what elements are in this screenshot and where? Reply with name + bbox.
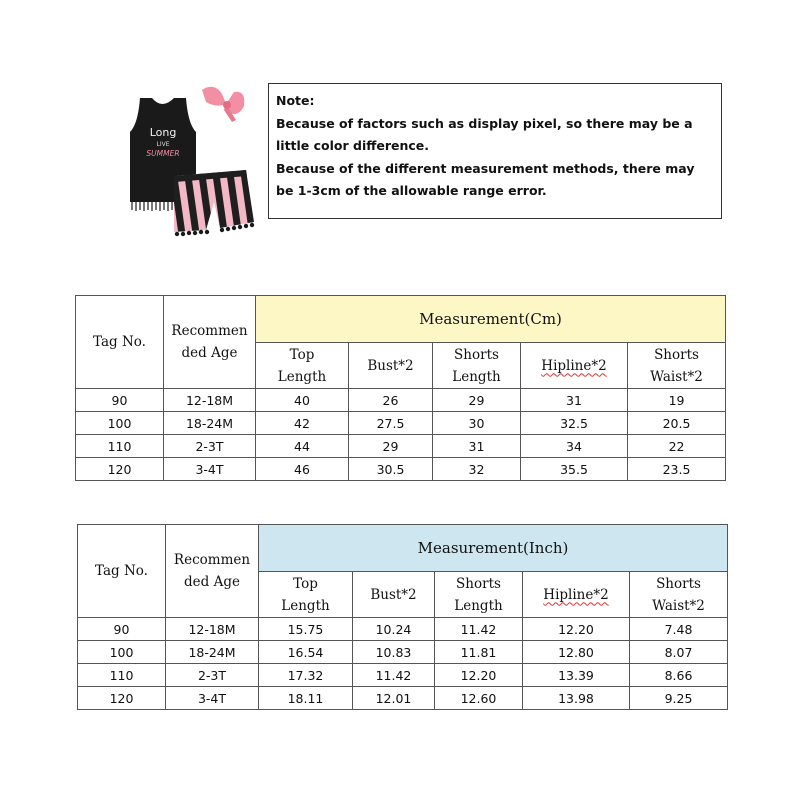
size-table-cm: [75, 295, 726, 481]
note-box: [268, 83, 722, 219]
measurement-title: Measurement(Inch): [259, 525, 728, 572]
shorts-waist-header: Shorts Waist*2: [628, 343, 726, 389]
tag-no-header: Tag No.: [78, 525, 166, 618]
note-line: Because of factors such as display pixel, so there may be a: [276, 115, 693, 131]
table-row: 100 18-24M 42 27.5 30 32.5 20.5: [76, 412, 726, 435]
top-length-header: Top Length: [259, 572, 353, 618]
shorts-length-header: Shorts Length: [433, 343, 521, 389]
table-row: 120 3-4T 18.11 12.01 12.60 13.98 9.25: [78, 687, 728, 710]
note-heading: Note:: [276, 93, 315, 108]
recommended-age-header: Recommen ded Age: [164, 296, 256, 389]
size-table-inch: [77, 524, 728, 710]
table-row: 110 2-3T 44 29 31 34 22: [76, 435, 726, 458]
table-row: 90 12-18M 15.75 10.24 11.42 12.20 7.48: [78, 618, 728, 641]
print-line1: Long: [149, 126, 177, 139]
note-line: be 1-3cm of the allowable range error.: [276, 183, 547, 198]
print-line3: SUMMER: [146, 149, 180, 158]
recommended-age-header: Recommen ded Age: [166, 525, 259, 618]
table-row: 100 18-24M 16.54 10.83 11.81 12.80 8.07: [78, 641, 728, 664]
table-row: 90 12-18M 40 26 29 31 19: [76, 389, 726, 412]
hipline-header: Hipline*2: [521, 343, 628, 389]
hipline-header: Hipline*2: [523, 572, 630, 618]
note-line: Because of the different measurement methods, there may: [276, 160, 695, 176]
shorts-length-header: Shorts Length: [435, 572, 523, 618]
note-line: little color difference.: [276, 138, 430, 153]
print-line2: LIVE: [156, 141, 170, 148]
tag-no-header: Tag No.: [76, 296, 164, 389]
table-row: 110 2-3T 17.32 11.42 12.20 13.39 8.66: [78, 664, 728, 687]
striped-shorts: [174, 170, 254, 236]
product-image: [122, 84, 262, 244]
measurement-title: Measurement(Cm): [256, 296, 726, 343]
headband-bow: [202, 87, 244, 122]
bust-header: Bust*2: [349, 343, 433, 389]
bust-header: Bust*2: [353, 572, 435, 618]
table-row: 120 3-4T 46 30.5 32 35.5 23.5: [76, 458, 726, 481]
shorts-waist-header: Shorts Waist*2: [630, 572, 728, 618]
top-length-header: Top Length: [256, 343, 349, 389]
